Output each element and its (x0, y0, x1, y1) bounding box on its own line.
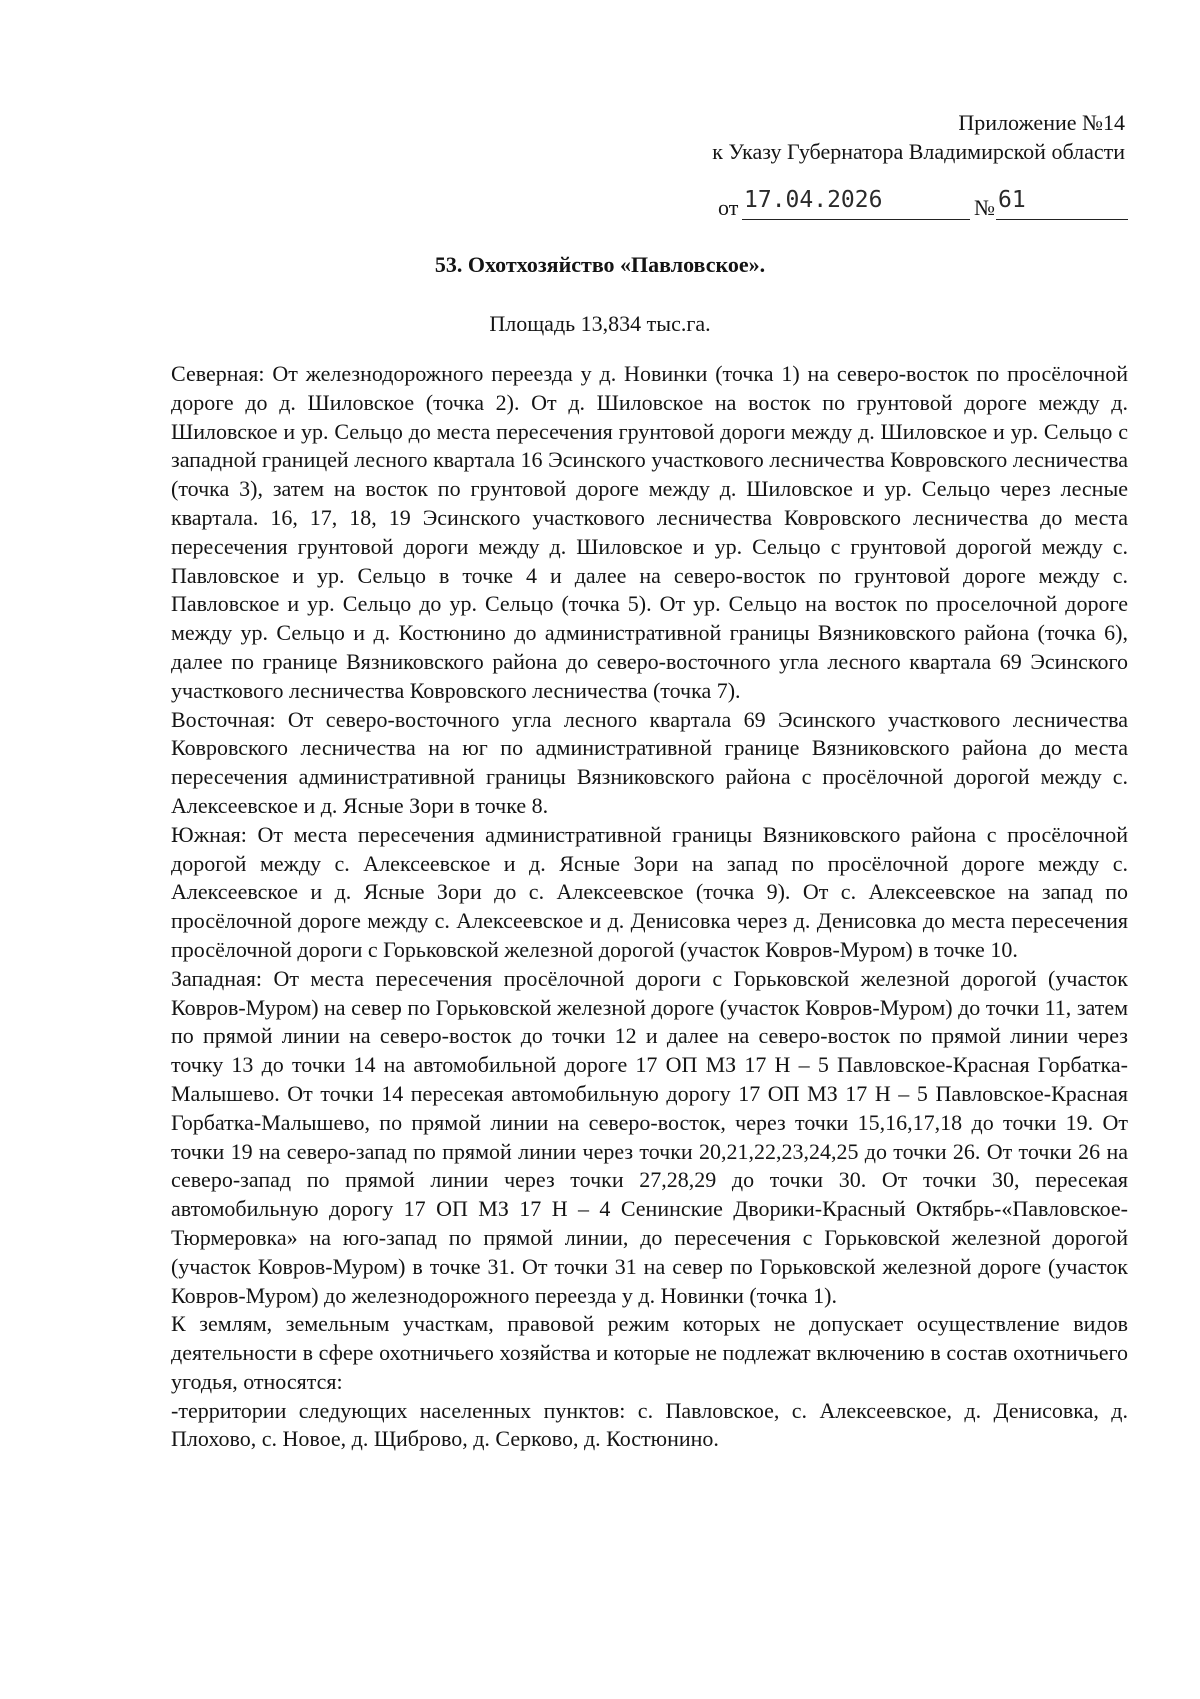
paragraph-east-boundary: Восточная: От северо-восточного угла лесного квартала 69 Эсинского участкового лесничества Ковровского лесничества на юг по административной границе Вязниковского района до места пересечения административной границы Вязниковского района с просёлочной дорогой между с. Алексеевское и д. Ясные Зори в точке 8. (171, 706, 1128, 818)
date-underline (742, 219, 970, 220)
appendix-number: Приложение №14 (958, 110, 1125, 135)
number-prefix: № (974, 195, 995, 220)
paragraph-north-boundary: Северная: От железнодорожного переезда у д. Новинки (точка 1) на северо-восток по просёлочной дороге до д. Шиловское (точка 2). От д. Шиловское на восток по грунтовой дороге между д. Шиловское и ур. Сельцо до места пересечения грунтовой дороги между д. Шиловское и ур. Сельцо с западной границей лесного квартала 16 Эсинского участкового лесничества Ковровского лесничества (точка 3), затем на восток по грунтовой дороге между д. Шиловское и ур. Сельцо через лесные квартала. 16, 17, 18, 19 Эсинского участкового лесничества Ковровского лесничества до места пересечения грунтовой дороги между д. Шиловское и ур. Сельцо с грунтовой дорогой между с. Павловское и ур. Сельцо в точке 4 и далее на северо-восток по грунтовой дороге между с. Павловское и ур. Сельцо до ур. Сельцо (точка 5). От ур. Сельцо на восток по проселочной дороге между ур. Сельцо и д. Костюнино до административной границы Вязниковского района (точка 6), далее по границе Вязниковского района до северо-восточного угла лесного квартала 69 Эсинского участкового лесничества Ковровского лесничества (точка 7). (171, 361, 1128, 703)
document-body (171, 360, 1128, 1454)
section-title: 53. Охотхозяйство «Павловское». (434, 252, 766, 277)
paragraph-excluded-lands: К землям, земельным участкам, правовой режим которых не допускает осуществление видов деятельности в сфере охотничьего хозяйства и которые не подлежат включению в состав охотничьего угодья, относятся: (171, 1311, 1128, 1394)
number-underline (996, 219, 1128, 220)
decree-date: 17.04.2026 (744, 187, 883, 213)
decree-number: 61 (998, 187, 1026, 213)
paragraph-west-boundary: Западная: От места пересечения просёлочной дороги с Горьковской железной дорогой (участок Ковров-Муром) на север по Горьковской железной дороге (участок Ковров-Муром) до точки 11, затем по прямой линии на северо-восток до точки 12 и далее на северо-восток по прямой линии через точку 13 до точки 14 на автомобильной дороге 17 ОП МЗ 17 Н – 5 Павловское-Красная Горбатка-Малышево. От точки 14 пересекая автомобильную дорогу 17 ОП МЗ 17 Н – 5 Павловское-Красная Горбатка-Малышево, по прямой линии на северо-восток, через точки 15,16,17,18 до точки 19. От точки 19 на северо-запад по прямой линии через точки 20,21,22,23,24,25 до точки 26. От точки 26 на северо-запад по прямой линии через точки 27,28,29 до точки 30. От точки 30, пересекая автомобильную дорогу 17 ОП МЗ 17 Н – 4 Сенинские Дворики-Красный Октябрь-«Павловское-Тюрмеровка» на юго-запад по прямой линии, до пересечения с Горьковской железной дорогой (участок Ковров-Муром) в точке 31. От точки 31 на север по Горьковской железной дороге (участок Ковров-Муром) до железнодорожного переезда у д. Новинки (точка 1). (171, 965, 1128, 1308)
paragraph-settlements: -территории следующих населенных пунктов: с. Павловское, с. Алексеевское, д. Денисовка, д. Плохово, с. Новое, д. Щиброво, д. Серково, д. Костюнино. (171, 1397, 1128, 1452)
area-statement: Площадь 13,834 тыс.га. (489, 311, 711, 336)
decree-date-line (718, 187, 1128, 223)
date-prefix: от (718, 195, 739, 220)
paragraph-south-boundary: Южная: От места пересечения административной границы Вязниковского района с просёлочной дорогой между с. Алексеевское и д. Ясные Зори на запад по просёлочной дороге между с. Алексеевское и д. Ясные Зори до с. Алексеевское (точка 9). От с. Алексеевское на запад по просёлочной дороге между с. Алексеевское и д. Денисовка через д. Денисовка до места пересечения просёлочной дороги с Горьковской железной дорогой (участок Ковров-Муром) в точке 10. (171, 821, 1128, 962)
appendix-decree-reference: к Указу Губернатора Владимирской области (712, 139, 1125, 164)
